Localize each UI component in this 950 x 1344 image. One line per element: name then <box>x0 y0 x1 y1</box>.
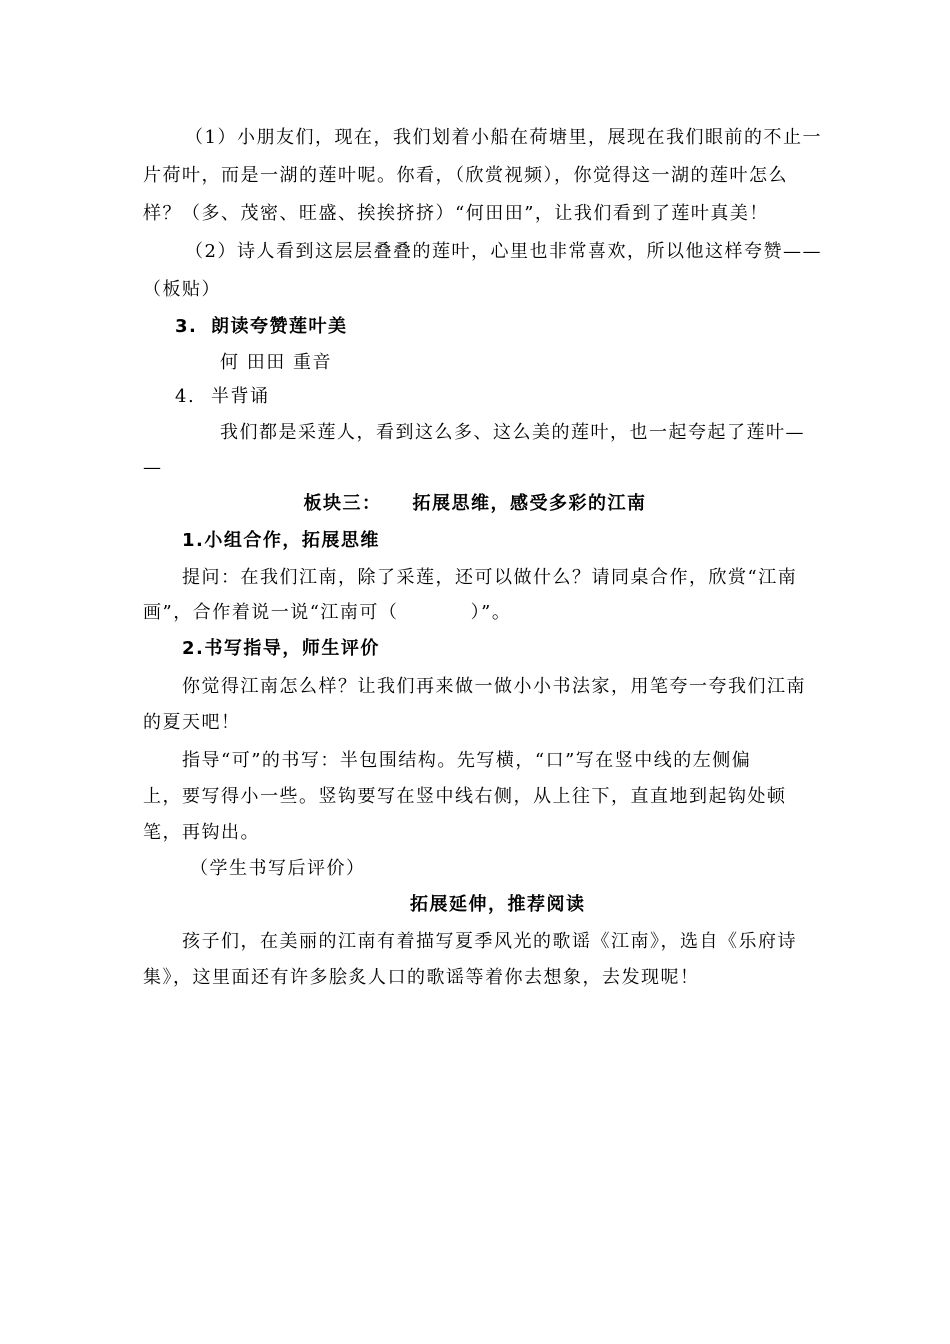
paragraph-line: 样？（多、茂密、旺盛、挨挨挤挤）“何田田”，让我们看到了莲叶真美！ <box>143 203 769 224</box>
section-heading: 拓展延伸，推荐阅读 <box>410 894 586 915</box>
list-item-number: 3. <box>175 316 198 337</box>
paragraph-line: 的夏天吧！ <box>143 712 241 733</box>
subsection-heading: 2.书写指导，师生评价 <box>182 638 380 659</box>
paragraph-line: 指导“可”的书写：半包围结构。先写横，“口”写在竖中线的左侧偏 <box>182 750 752 771</box>
paragraph-line: 上，要写得小一些。竖钩要写在竖中线右侧，从上往下，直直地到起钩处顿 <box>143 786 787 807</box>
subsection-heading: 1.小组合作，拓展思维 <box>182 530 380 551</box>
paragraph-line: — <box>143 457 163 478</box>
paragraph-line: 孩子们，在美丽的江南有着描写夏季风光的歌谣《江南》，选自《乐府诗 <box>182 931 797 952</box>
list-item-number: 4. <box>175 386 196 407</box>
paragraph-line: 提问：在我们江南，除了采莲，还可以做什么？请同桌合作，欣赏“江南 <box>182 567 798 588</box>
section-heading: 板块三： 拓展思维，感受多彩的江南 <box>303 493 647 514</box>
paragraph-line: 笔，再钩出。 <box>143 822 260 843</box>
list-item-4 <box>175 384 840 410</box>
paragraph-line: 片荷叶，而是一湖的莲叶呢。你看，（欣赏视频），你觉得这一湖的莲叶怎么 <box>143 165 788 186</box>
paragraph-line: （2）诗人看到这层层叠叠的莲叶，心里也非常喜欢，所以他这样夸赞—— <box>185 241 822 262</box>
paragraph-line: （1）小朋友们，现在，我们划着小船在荷塘里，展现在我们眼前的不止一 <box>185 127 822 148</box>
paragraph-line: 集》，这里面还有许多脍炙人口的歌谣等着你去想象，去发现呢！ <box>143 967 700 988</box>
paragraph-line: 你觉得江南怎么样？让我们再来做一做小小书法家，用笔夸一夸我们江南 <box>182 676 806 697</box>
list-item-label: 半背诵 <box>211 386 270 407</box>
paragraph-line: （板贴） <box>143 279 221 300</box>
paragraph-line: 我们都是采莲人，看到这么多、这么美的莲叶，也一起夸起了莲叶— <box>220 422 805 443</box>
list-item-label: 朗读夸赞莲叶美 <box>211 316 348 337</box>
paragraph-line: 画”，合作着说一说“江南可（ ）”。 <box>143 602 512 623</box>
list-item-sub: 何 田田 重音 <box>220 352 332 373</box>
paragraph-line: （学生书写后评价） <box>190 858 366 879</box>
list-item-3 <box>175 314 840 340</box>
